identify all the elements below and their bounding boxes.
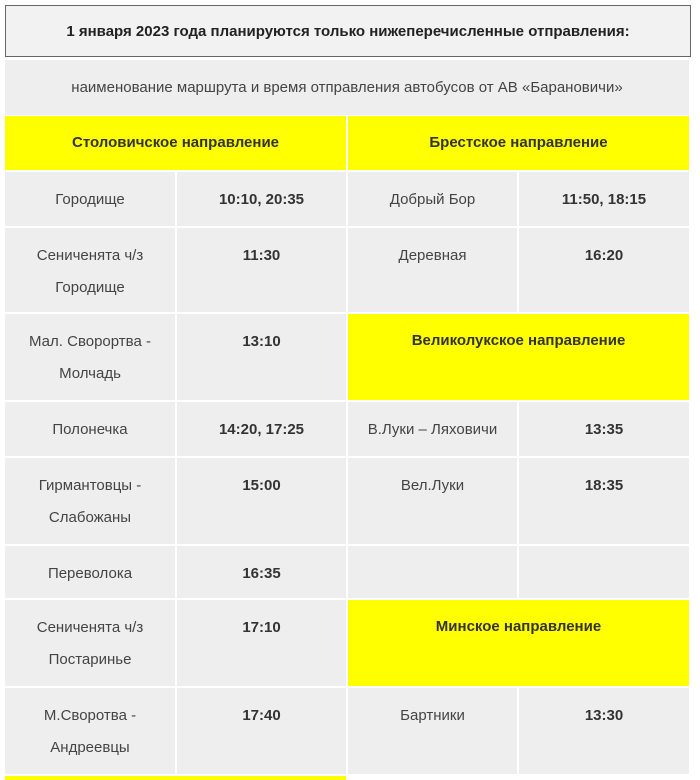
empty-cell	[519, 546, 689, 598]
minsk-route-1: Бартники	[348, 688, 517, 774]
brest-route-2: Деревная	[348, 228, 517, 312]
brest-time-1: 11:50, 18:15	[519, 172, 689, 226]
stolovichi-time-5: 15:00	[177, 458, 346, 544]
velikiye-luki-route-1: В.Луки – Ляховичи	[348, 402, 517, 456]
brest-header: Брестское направление	[348, 116, 689, 170]
brest-route-1: Добрый Бор	[348, 172, 517, 226]
stolovichi-route-2: Сениченята ч/з Городище	[5, 228, 175, 312]
schedule-notice-banner: 1 января 2023 года планируются только нижеперечисленные отправления:	[5, 5, 691, 57]
schedule-subtitle: наименование маршрута и время отправления автобусов от АВ «Барановичи»	[5, 60, 689, 115]
stolovichi-time-8: 17:40	[177, 688, 346, 774]
stolovichi-route-8: М.Своротва - Андреевцы	[5, 688, 175, 774]
stolovichi-time-3: 13:10	[177, 314, 346, 400]
next-section-header-edge	[5, 776, 346, 780]
stolovichi-time-6: 16:35	[177, 546, 346, 598]
velikiye-luki-time-1: 13:35	[519, 402, 689, 456]
stolovichi-time-4: 14:20, 17:25	[177, 402, 346, 456]
velikiye-luki-route-2: Вел.Луки	[348, 458, 517, 544]
stolovichi-route-5: Гирмантовцы - Слабожаны	[5, 458, 175, 544]
stolovichi-time-1: 10:10, 20:35	[177, 172, 346, 226]
minsk-header: Минское направление	[348, 600, 689, 686]
stolovichi-time-7: 17:10	[177, 600, 346, 686]
velikiye-luki-time-2: 18:35	[519, 458, 689, 544]
empty-cell	[348, 546, 517, 598]
minsk-time-1: 13:30	[519, 688, 689, 774]
stolovichi-route-3: Мал. Сворортва - Молчадь	[5, 314, 175, 400]
stolovichi-route-6: Переволока	[5, 546, 175, 598]
stolovichi-route-1: Городище	[5, 172, 175, 226]
stolovichi-route-4: Полонечка	[5, 402, 175, 456]
stolovichi-time-2: 11:30	[177, 228, 346, 312]
brest-time-2: 16:20	[519, 228, 689, 312]
stolovichi-header: Столовичское направление	[5, 116, 346, 170]
stolovichi-route-7: Сениченята ч/з Постаринье	[5, 600, 175, 686]
velikiye-luki-header: Великолукское направление	[348, 314, 689, 400]
